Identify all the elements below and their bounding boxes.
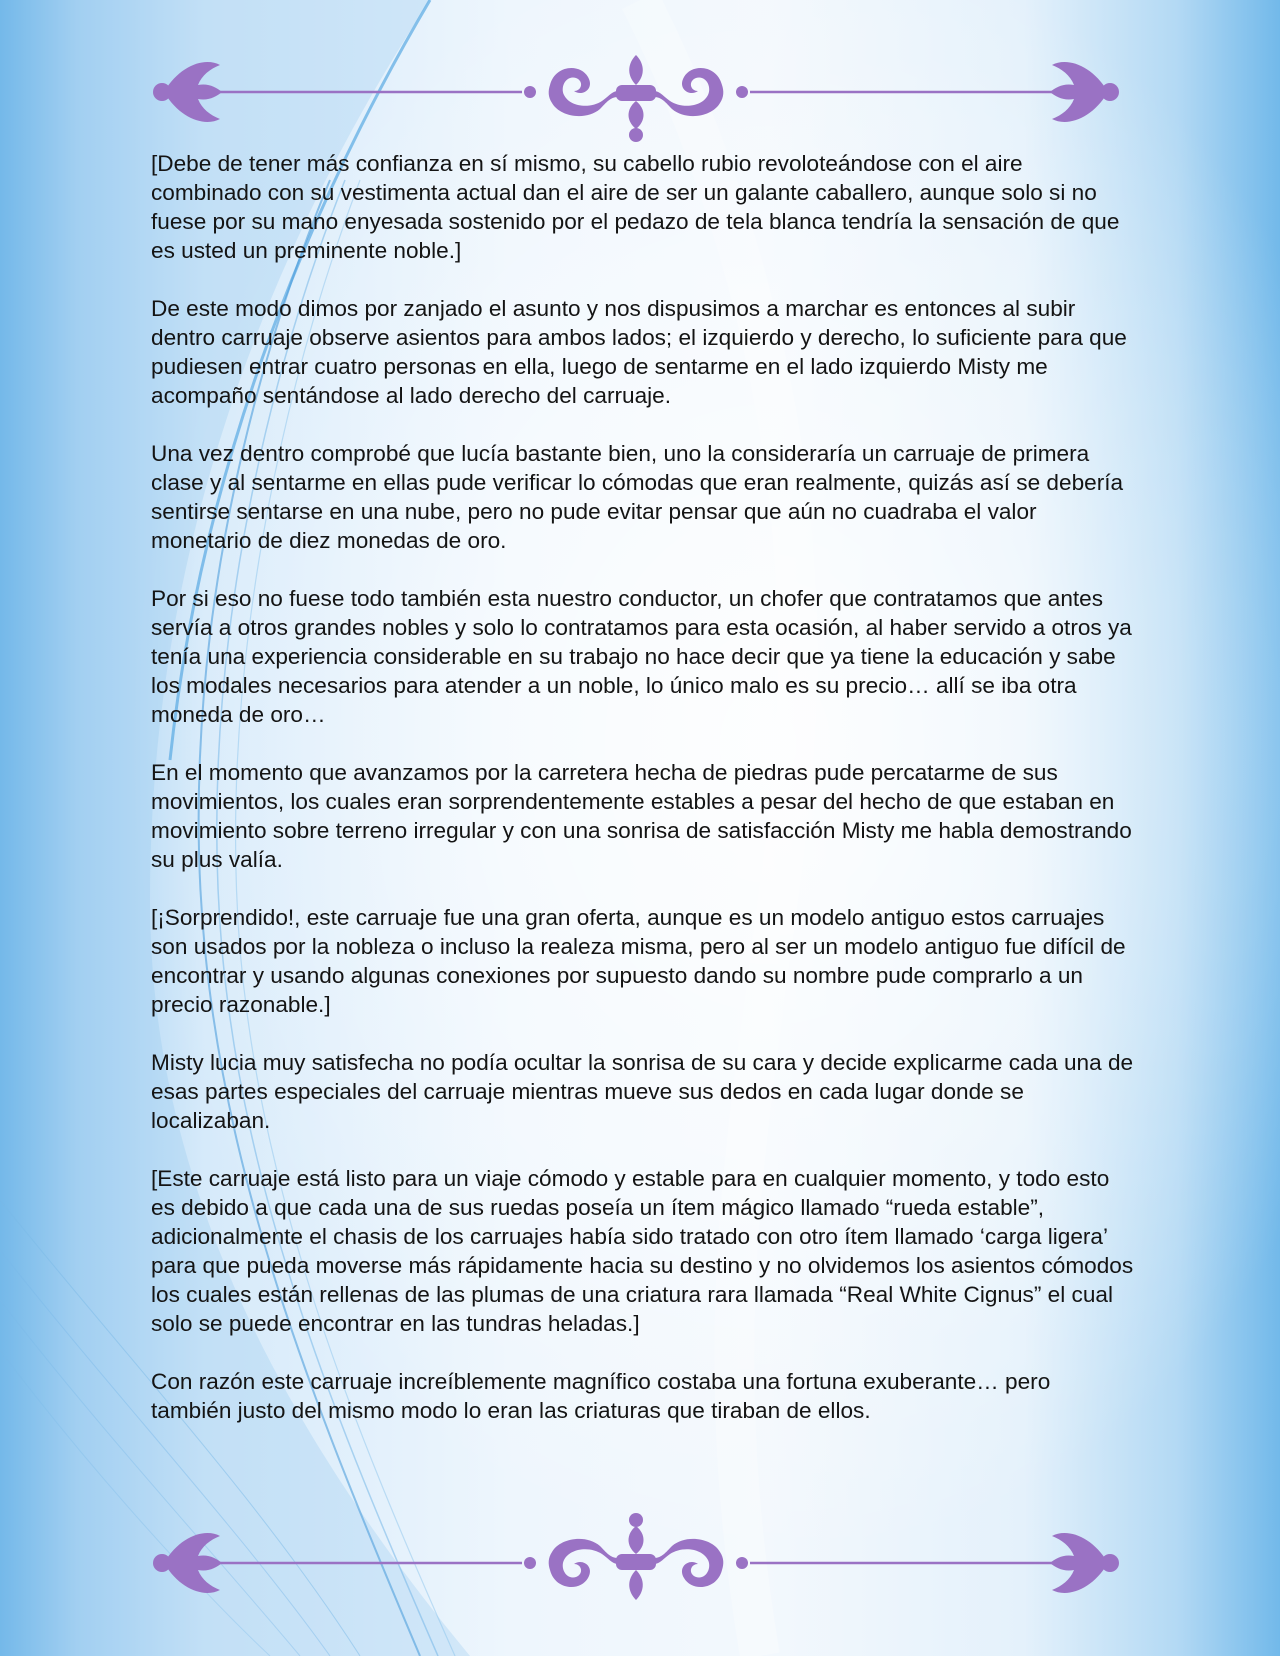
paragraph: Misty lucia muy satisfecha no podía ocultar la sonrisa de su cara y decide explicarme cada una de esas partes especiales del carruaje mientras mueve sus dedos en cada lugar donde se localizaban. <box>151 1050 1134 1133</box>
paragraph: Por si eso no fuese todo también esta nuestro conductor, un chofer que contratamos que antes servía a otros grandes nobles y solo lo contratamos para esta ocasión, al haber servido a otros ya tenía una experiencia considerable en su trabajo no hace decir que ya tiene la educación y sabe los modales necesarios para atender a un noble, lo único malo es su precio… allí se iba otra moneda de oro… <box>151 586 1132 727</box>
paragraph: Con razón este carruaje increíblemente magnífico costaba una fortuna exuberante… pero también justo del mismo modo lo eran las criaturas que tiraban de ellos. <box>151 1369 1051 1423</box>
flourish-divider-icon <box>150 1510 1122 1610</box>
paragraph: [Este carruaje está listo para un viaje cómodo y estable para en cualquier momento, y todo esto es debido a que cada una de sus ruedas poseía un ítem mágico llamado “rueda estable”, adicionalmente el chasis de los carruajes había sido tratado con otro ítem llamado ‘carga ligera’ para que pueda moverse más rápidamente hacia su destino y no olvidemos los asientos cómodos los cuales están rellenas de las plumas de una criatura rara llamada “Real White Cignus” el cual solo se puede encontrar en las tundras heladas.] <box>151 1166 1134 1336</box>
paragraph: [¡Sorprendido!, este carruaje fue una gran oferta, aunque es un modelo antiguo estos carruajes son usados por la nobleza o incluso la realeza misma, pero al ser un modelo antiguo fue difícil de encontrar y usando algunas conexiones por supuesto dando su nombre pude comprarlo a un precio razonable.] <box>151 905 1126 1017</box>
paragraph: Una vez dentro comprobé que lucía bastante bien, uno la consideraría un carruaje de primera clase y al sentarme en ellas pude verificar lo cómodas que eran realmente, quizás así se debería sentirse sentarse en una nube, pero no pude evitar pensar que aún no cuadraba el valor monetario de diez monedas de oro. <box>151 441 1124 553</box>
paragraph: De este modo dimos por zanjado el asunto y nos dispusimos a marchar es entonces al subir dentro carruaje observe asientos para ambos lados; el izquierdo y derecho, lo suficiente para que pudiesen entrar cuatro personas en ella, luego de sentarme en el lado izquierdo Misty me acompaño sentándose al lado derecho del carruaje. <box>151 296 1127 408</box>
paragraph: [Debe de tener más confianza en sí mismo, su cabello rubio revoloteándose con el aire combinado con su vestimenta actual dan el aire de ser un galante caballero, aunque solo si no fuese por su mano enyesada sostenido por el pedazo de tela blanca tendría la sensación de que es usted un preminente noble.] <box>151 151 1120 263</box>
flourish-divider-icon <box>150 45 1122 145</box>
paragraph: En el momento que avanzamos por la carretera hecha de piedras pude percatarme de sus movimientos, los cuales eran sorprendentemente estables a pesar del hecho de que estaban en movimiento sobre terreno irregular y con una sonrisa de satisfacción Misty me habla demostrando su plus valía. <box>151 760 1132 872</box>
document-body <box>151 149 1136 1454</box>
